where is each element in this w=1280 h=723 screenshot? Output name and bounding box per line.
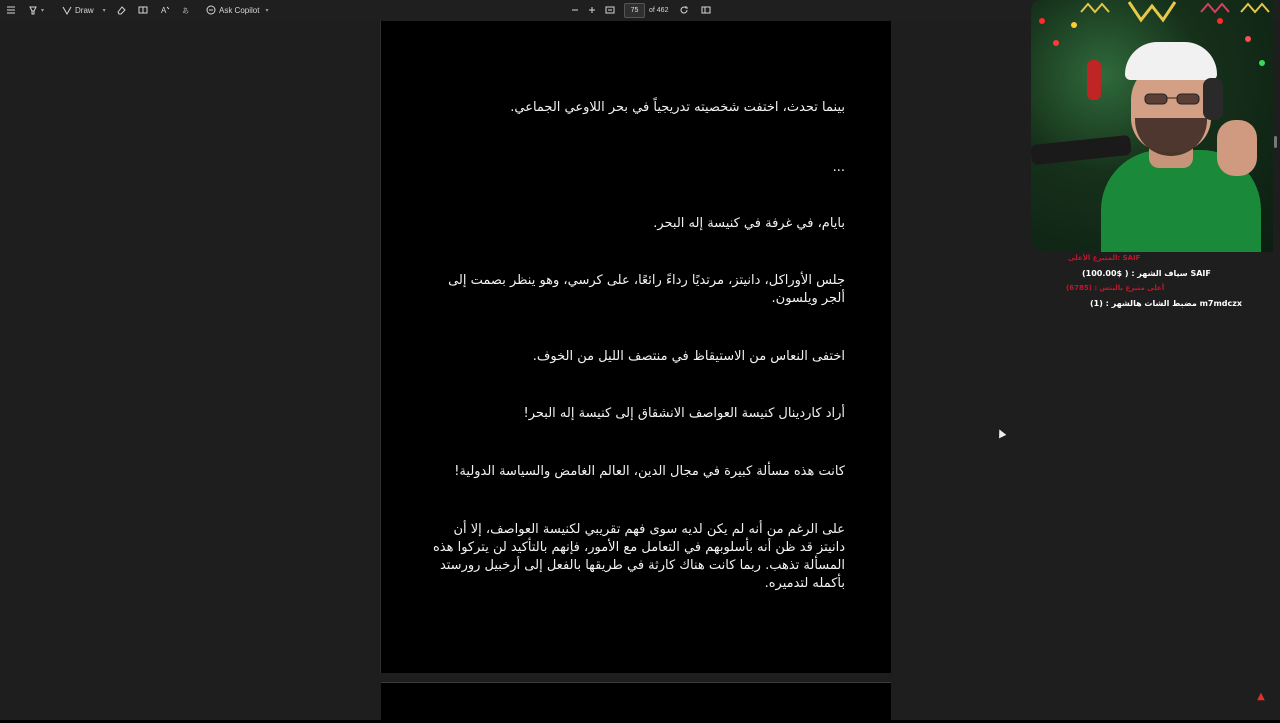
paragraph: على الرغم من أنه لم يكن لديه سوى فهم تقريبي لكنيسة العواصف، إلا أن دانيتز قد ظن أنه بأسلوبهم في التعامل مع الأمور، فإنهم بالتأكيد لن يتركوا هذه المسألة تذهب. ربما كانت هناك كارثة في طريقها بالفعل إلى أرخبيل رورستد بأكمله لتدميره. — [432, 522, 845, 591]
plus-icon — [587, 5, 597, 15]
mouse-cursor-icon — [996, 428, 1007, 439]
list-icon — [6, 5, 16, 15]
read-aloud-button[interactable] — [160, 3, 170, 17]
paragraph: بينما تحدث، اختفت شخصيته تدريجياً في بحر اللاوعي الجماعي. — [510, 100, 845, 115]
paragraph: كانت هذه مسألة كبيرة في مجال الدين، العالم الغامض والسياسة الدولية! — [454, 464, 845, 479]
copilot-icon — [206, 5, 216, 15]
ask-copilot-label: Ask Copilot — [219, 5, 260, 15]
streamer-hand — [1217, 120, 1257, 176]
paragraph: بايام، في غرفة في كنيسة إله البحر. — [653, 216, 845, 231]
chevron-down-icon: ▾ — [102, 7, 106, 14]
translate-icon — [182, 5, 192, 15]
chat-moderator-of-month: مضبط الشات هالشهر : (1) m7mdczx — [1090, 299, 1243, 308]
textbox-icon — [138, 5, 148, 15]
paragraph: جلس الأوراكل، دانيتز، مرتديًا رداءً رائعًا، على كرسي، وهو ينظر بصمت إلى ألجر ويلسون. — [448, 273, 845, 306]
eraser-icon — [116, 5, 126, 15]
microphone — [1087, 60, 1101, 100]
page-view-button[interactable] — [701, 3, 711, 17]
page-total: of 462 — [649, 6, 669, 14]
paragraph: ... — [832, 160, 845, 175]
svg-text:A: A — [161, 6, 167, 15]
top-bits-donor: أعلى متبرع بالبتس : (6785) — [1066, 284, 1165, 292]
rotate-icon — [679, 5, 689, 15]
pdf-next-page — [381, 682, 891, 723]
pdf-icon[interactable]: ▲ — [1257, 691, 1265, 702]
streamer-cap — [1125, 42, 1217, 80]
chevron-down-icon: ▾ — [265, 7, 269, 14]
text-box-button[interactable] — [138, 3, 148, 17]
ask-copilot-button[interactable] — [206, 3, 268, 17]
pdf-page — [381, 21, 891, 673]
highlighter-icon — [28, 5, 38, 15]
scrollbar-thumb[interactable] — [1274, 136, 1277, 148]
minus-icon — [570, 5, 580, 15]
read-aloud-icon — [160, 5, 170, 15]
paragraph: أراد كاردينال كنيسة العواصف الانشقاق إلى كنيسة إله البحر! — [523, 406, 845, 421]
chevron-down-icon: ▾ — [41, 7, 45, 14]
pen-icon — [62, 5, 72, 15]
draw-button[interactable] — [62, 3, 106, 17]
highlight-button[interactable] — [28, 3, 44, 17]
svg-text:あ: あ — [182, 8, 189, 15]
webcam-overlay — [1031, 0, 1273, 252]
fit-width-icon — [605, 5, 615, 15]
glasses — [1143, 92, 1201, 106]
headset — [1203, 78, 1223, 120]
crown-logo-icon — [1125, 0, 1179, 24]
page-number-input[interactable]: 75 — [624, 3, 645, 18]
page-view-icon — [701, 5, 711, 15]
erase-button[interactable] — [116, 3, 126, 17]
fit-page-button[interactable] — [605, 3, 615, 17]
rotate-button[interactable] — [679, 3, 689, 17]
paragraph: اختفى النعاس من الاستيقاظ في منتصف الليل من الخوف. — [532, 349, 845, 364]
draw-label: Draw — [75, 5, 94, 15]
top-donor-line: المتبرع الأعلى: SAIF — [1068, 254, 1141, 262]
translate-button[interactable] — [182, 3, 192, 17]
contents-button[interactable] — [6, 3, 16, 17]
donor-of-month: سياف الشهر : ( $100.00) SAIF — [1082, 269, 1211, 278]
zoom-in-button[interactable] — [587, 3, 597, 17]
zoom-out-button[interactable] — [570, 3, 580, 17]
